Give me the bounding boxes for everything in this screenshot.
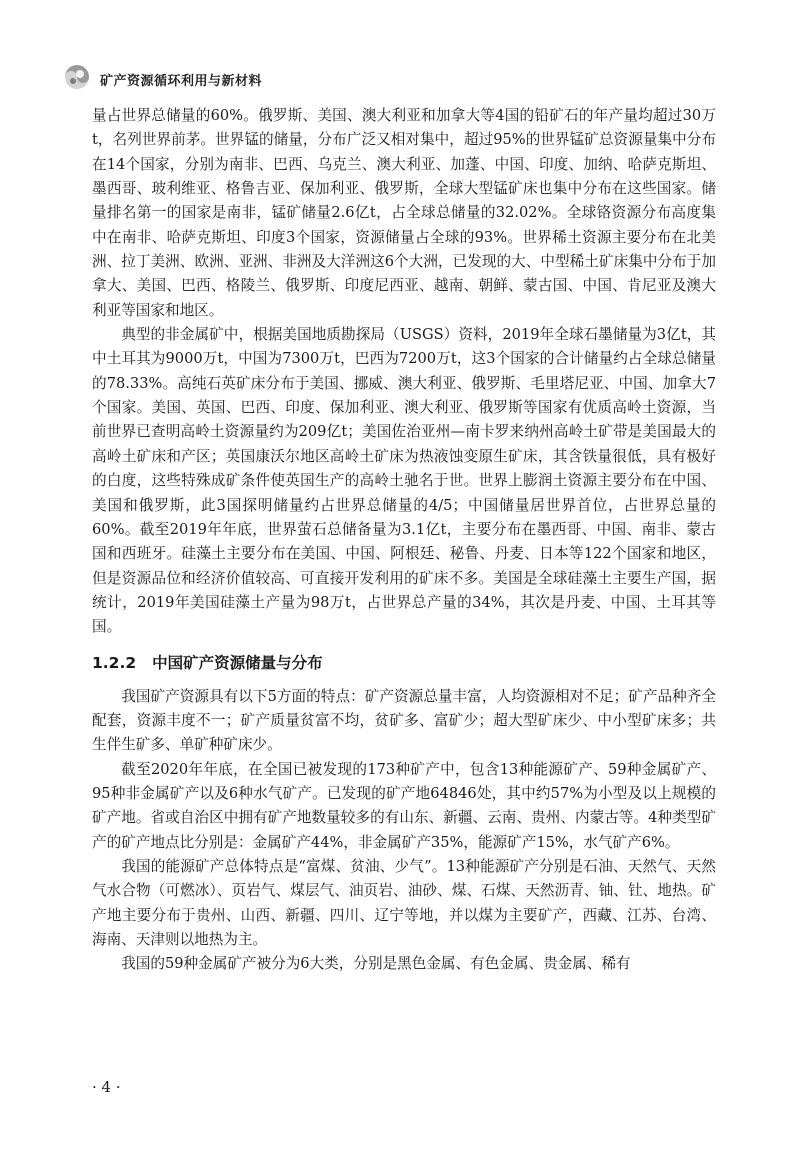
paragraph-nonmetal-minerals: 典型的非金属矿中，根据美国地质勘探局（USGS）资料，2019年全球石墨储量为3亿t，其中土耳其为9000万t，中国为7300万t，巴西为7200万t，这3个国家的合计储量约占全球总储量的78.33%。高纯石英矿床分布于美国、挪威、澳大利亚、俄罗斯、毛里塔尼亚、中国、加拿大7个国家。美国、英国、巴西、印度、保加利亚、澳大利亚、俄罗斯等国家有优质高岭土资源，当前世界已查明高岭土资源量约为209亿t；美国佐治亚州—南卡罗来纳州高岭土矿带是美国最大的高岭土矿床和产区；英国康沃尔地区高岭土矿床为热液蚀变原生矿床，其含铁量很低，具有极好的白度，这些特殊成矿条件使英国生产的高岭土驰名于世。世界上膨润土资源主要分布在中国、美国和俄罗斯，此3国探明储量约占世界总储量的4/5；中国储量居世界首位，占世界总量的60%。截至2019年年底，世界萤石总储备量为3.1亿t，主要分布在墨西哥、中国、南非、蒙古国和西班牙。硅藻土主要分布在美国、中国、阿根廷、秘鲁、丹麦、日本等122个国家和地区，但是资源品位和经济价值较高、可直接开发利用的矿床不多。美国是全球硅藻土主要生产国，据统计，2019年美国硅藻土产量为98万t，占世界总产量的34%，其次是丹麦、中国、土耳其等国。 bbox=[92, 326, 716, 636]
page-body bbox=[92, 104, 716, 977]
paragraph-energy-minerals: 我国的能源矿产总体特点是“富煤、贫油、少气”。13种能源矿产分别是石油、天然气、天然气水合物（可燃冰）、页岩气、煤层气、油页岩、油砂、煤、石煤、天然沥青、铀、钍、地热。矿产地主要分布于贵州、山西、新疆、四川、辽宁等地，并以煤为主要矿产，西藏、江苏、台湾、海南、天津则以地热为主。 bbox=[92, 857, 716, 948]
book-title: 矿产资源循环利用与新材料 bbox=[100, 74, 263, 89]
paragraph-reserves-continued: 量占世界总储量的60%。俄罗斯、美国、澳大利亚和加拿大等4国的铅矿石的年产量均超过30万t，名列世界前茅。世界锰的储量，分布广泛又相对集中，超过95%的世界锰矿总资源量集中分布在14个国家，分别为南非、巴西、乌克兰、澳大利亚、加蓬、中国、印度、加纳、哈萨克斯坦、墨西哥、玻利维亚、格鲁吉亚、保加利亚、俄罗斯，全球大型锰矿床也集中分布在这些国家。储量排名第一的国家是南非，锰矿储量2.6亿t，占全球总储量的32.02%。全球铬资源分布高度集中在南非、哈萨克斯坦、印度3个国家，资源储量占全球的93%。世界稀土资源主要分布在北美洲、拉丁美洲、欧洲、亚洲、非洲及大洋洲这6个大洲，已发现的大、中型稀土矿床集中分布于加拿大、美国、巴西、格陵兰、俄罗斯、印度尼西亚、越南、朝鲜、蒙古国、中国、肯尼亚及澳大利亚等国家和地区。 bbox=[92, 107, 716, 319]
paragraph-metal-minerals: 我国的59种金属矿产被分为6大类，分别是黑色金属、有色金属、贵金属、稀有 bbox=[121, 955, 631, 973]
swirl-logo-icon bbox=[62, 62, 92, 92]
section-heading bbox=[92, 651, 716, 675]
paragraph-discovered-minerals: 截至2020年年底，在全国已被发现的173种矿产中，包含13种能源矿产、59种金属矿产、95种非金属矿产以及6种水气矿产。已发现的矿产地64846处，其中约57%为小型及以上规模的矿产地。省或自治区中拥有矿产地数量较多的有山东、新疆、云南、贵州、内蒙古等。4种类型矿产的矿产地点比分别是：金属矿产44%，非金属矿产35%，能源矿产15%，水气矿产6%。 bbox=[92, 760, 716, 851]
section-number: 1.2.2 bbox=[92, 653, 137, 672]
paragraph-features: 我国矿产资源具有以下5方面的特点：矿产资源总量丰富，人均资源相对不足；矿产品种齐全配套，资源丰度不一；矿产质量贫富不均，贫矿多、富矿少；超大型矿床少、中小型矿床多；共生伴生矿多、单矿种矿床少。 bbox=[92, 687, 716, 754]
page-header bbox=[62, 52, 722, 102]
page-number: · 4 · bbox=[92, 1078, 121, 1096]
section-title: 中国矿产资源储量与分布 bbox=[152, 653, 323, 672]
